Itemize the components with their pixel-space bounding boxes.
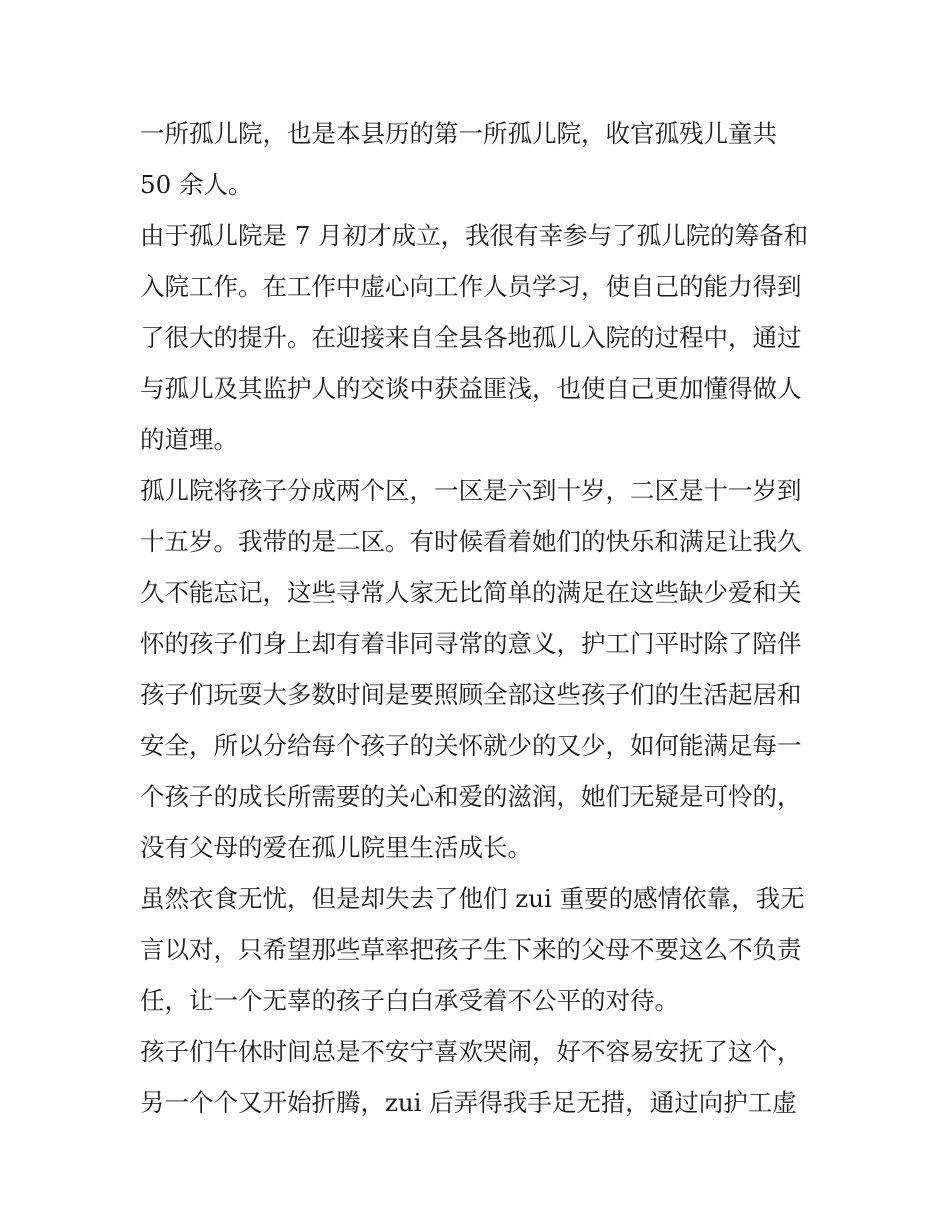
- text-line-19: 孩子们午休时间总是不安宁喜欢哭闹，好不容易安抚了这个，: [140, 1037, 802, 1066]
- document-body: [140, 108, 820, 1128]
- text-line-14: 个孩子的成长所需要的关心和爱的滋润，她们无疑是可怜的，: [140, 782, 802, 811]
- text-line-6: 与孤儿及其监护人的交谈中获益匪浅，也使自己更加懂得做人: [140, 374, 802, 403]
- text-line-16: 虽然衣食无忧，但是却失去了他们 zui 重要的感情依靠，我无: [140, 884, 805, 913]
- text-line-18: 任，让一个无辜的孩子白白承受着不公平的对待。: [140, 986, 679, 1015]
- text-line-9: 十五岁。我带的是二区。有时候看着她们的快乐和满足让我久: [140, 527, 802, 556]
- text-line-13: 安全，所以分给每个孩子的关怀就少的又少，如何能满足每一: [140, 731, 802, 760]
- text-line-15: 没有父母的爱在孤儿院里生活成长。: [140, 833, 532, 862]
- text-line-8: 孤儿院将孩子分成两个区，一区是六到十岁，二区是十一岁到: [140, 476, 802, 505]
- text-line-3: 由于孤儿院是 7 月初才成立，我很有幸参与了孤儿院的筹备和: [140, 221, 809, 250]
- text-line-10: 久不能忘记，这些寻常人家无比简单的满足在这些缺少爱和关: [140, 578, 802, 607]
- text-line-5: 了很大的提升。在迎接来自全县各地孤儿入院的过程中，通过: [140, 323, 802, 352]
- text-line-4: 入院工作。在工作中虚心向工作人员学习，使自己的能力得到: [140, 272, 802, 301]
- text-line-7: 的道理。: [140, 425, 238, 454]
- text-line-20: 另一个个又开始折腾，zui 后弄得我手足无措，通过向护工虚: [140, 1088, 797, 1117]
- text-line-17: 言以对，只希望那些草率把孩子生下来的父母不要这么不负责: [140, 935, 802, 964]
- text-line-11: 怀的孩子们身上却有着非同寻常的意义，护工门平时除了陪伴: [140, 629, 802, 658]
- text-line-12: 孩子们玩耍大多数时间是要照顾全部这些孩子们的生活起居和: [140, 680, 802, 709]
- text-line-1: 一所孤儿院，也是本县历的第一所孤儿院，收官孤残儿童共: [140, 119, 777, 148]
- text-line-2: 50 余人。: [140, 170, 253, 199]
